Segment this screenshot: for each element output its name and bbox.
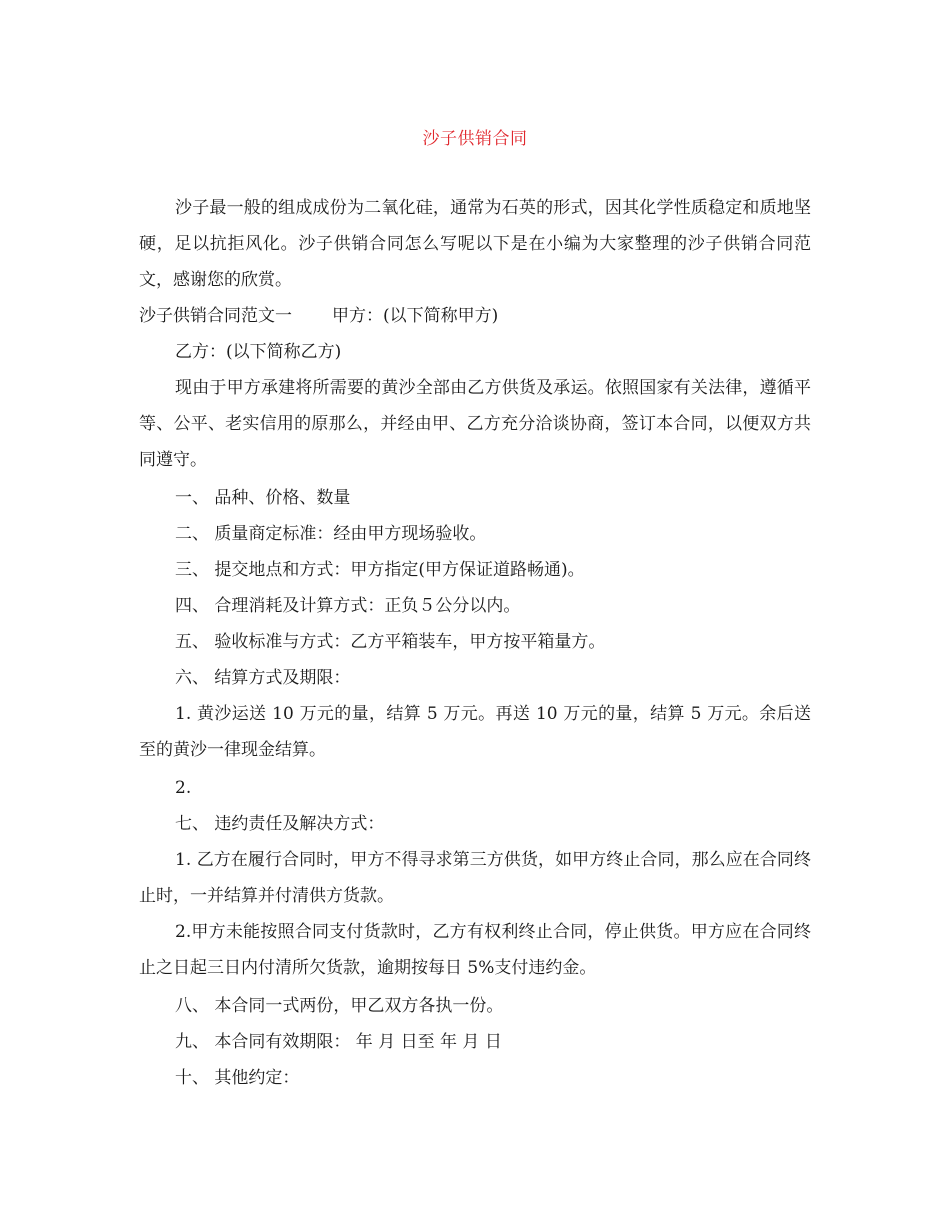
- clause-9: 九、 本合同有效期限： 年 月 日至 年 月 日: [175, 1032, 502, 1052]
- preamble-paragraph: 现由于甲方承建将所需要的黄沙全部由乙方供货及承运。依照国家有关法律，遵循平等、公平、老实信用的原那么，并经由甲、乙方充分洽谈协商，签订本合同，以便双方共同遵守。: [139, 378, 811, 470]
- clause-5: 五、 验收标准与方式：乙方平箱装车，甲方按平箱量方。: [175, 632, 606, 652]
- clause-6-item-1: 1. 黄沙运送 10 万元的量，结算 5 万元。再送 10 万元的量，结算 5 万元。余后送至的黄沙一律现金结算。: [139, 704, 811, 760]
- party-b: 乙方：(以下简称乙方): [175, 342, 342, 362]
- clause-8: 八、 本合同一式两份，甲乙双方各执一份。: [175, 996, 504, 1016]
- document-title: 沙子供销合同: [422, 129, 528, 149]
- clause-6: 六、 结算方式及期限：: [175, 668, 351, 688]
- clause-10: 十、 其他约定：: [175, 1068, 300, 1088]
- clause-4: 四、 合理消耗及计算方式：正负５公分以内。: [175, 596, 521, 616]
- clause-1: 一、 品种、价格、数量: [175, 488, 351, 508]
- clause-7: 七、 违约责任及解决方式：: [175, 814, 385, 834]
- intro-paragraph: 沙子最一般的组成成份为二氧化硅，通常为石英的形式，因其化学性质稳定和质地坚硬，足以抗拒风化。沙子供销合同怎么写呢以下是在小编为大家整理的沙子供销合同范文，感谢您的欣赏。: [139, 198, 811, 290]
- sample-heading: 沙子供销合同范文一: [139, 306, 292, 326]
- clause-2: 二、 质量商定标准：经由甲方现场验收。: [175, 524, 487, 544]
- clause-7-item-2: 2.甲方未能按照合同支付货款时，乙方有权利终止合同，停止供货。甲方应在合同终止之日起三日内付清所欠货款，逾期按每日 5%支付违约金。: [139, 922, 811, 978]
- sample-heading-line: [139, 304, 819, 328]
- clause-7-item-1: 1. 乙方在履行合同时，甲方不得寻求第三方供货，如甲方终止合同，那么应在合同终止时，一并结算并付清供方货款。: [139, 850, 811, 906]
- clause-3: 三、 提交地点和方式：甲方指定(甲方保证道路畅通)。: [175, 560, 585, 580]
- party-a: 甲方：(以下简称甲方): [332, 306, 499, 326]
- clause-6-item-2: 2.: [175, 778, 192, 798]
